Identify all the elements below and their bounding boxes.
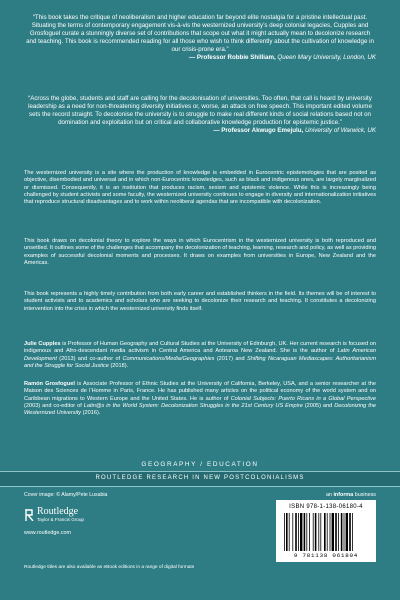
barcode-bar — [300, 513, 302, 551]
book-title: Communications/Media/Geographies — [122, 355, 215, 362]
publisher-logo-text — [37, 506, 84, 523]
endorsement-attribution — [24, 54, 376, 62]
ebook-notice: Routledge titles are also available as eBook editions in a range of digital formats — [24, 565, 195, 570]
bio-text: (2016). — [81, 410, 101, 417]
barcode-bar — [341, 513, 343, 551]
barcode-bar — [298, 513, 299, 551]
barcode-bar — [304, 513, 306, 551]
publisher-logo — [24, 503, 84, 525]
barcode-bar — [315, 513, 317, 551]
barcode-bar — [338, 513, 339, 551]
description-paragraph-1: The westernized university is a site where the production of knowledge is embedded in Eurocentric epistemologies that are posited as objective, disembodied and universal and in which non-Eurocentric knowledges, such as black and indigenous ones, are largely marginalized or dismissed. Consequently, it is an institution that produces racism, sexism and epistemic violence. While this is increasingly being challenged by student activists and some faculty, the westernized university continues to engage in diversity and internationalization initiatives that reproduce structural disadvantages and to work within neoliberal agendas that are incompatible with decolonization. — [24, 170, 376, 206]
tagline-brand: informa — [333, 492, 354, 498]
isbn-barcode — [276, 500, 376, 562]
bio-text: (2013) and co-author of — [56, 355, 123, 362]
endorser-affiliation: Queen Mary University, London, UK — [277, 54, 376, 62]
barcode-bar — [344, 513, 345, 551]
barcode-bar — [332, 513, 334, 551]
description-paragraph-3: This book represents a highly timely contribution from both early career and established thinkers in the field. Its themes will be of interest to student activists and to academics and scholars who are seeking to decolonize their research and teaching. It constitutes a decolonizing intervention into the crisis in which the westernized university finds itself. — [24, 291, 376, 312]
endorser-affiliation: University of Warwick, UK — [304, 127, 376, 135]
endorsement-2 — [24, 95, 376, 135]
barcode-bar — [284, 513, 285, 551]
endorsement-text: “This book takes the critique of neoliberalism and higher education far beyond elite nostalgia for a pristine intellectual past. Situating the terms of contemporary engagement vis-à-vis the westernized university’s deep colonial legacies, Cupples and Grosfoguel curate a stunningly diverse set of contributions that scope out what it might actually mean to decolonize research and teaching. This book is recommended reading for all those who wish to think differently about the cultivation of knowledge in our crisis-prone era.” — [26, 14, 374, 54]
publisher-website: www.routledge.com — [24, 530, 72, 536]
author-name: Ramón Grosfoguel — [24, 381, 75, 387]
barcode-bar — [349, 513, 351, 551]
author-bio-cupples — [24, 341, 376, 370]
barcode-bar — [327, 513, 328, 551]
barcode-bar — [306, 513, 307, 551]
book-title: Latin@s in the World System: Decolonization Struggles in the 21st Century US Empire — [83, 402, 303, 409]
series-title: ROUTLEDGE RESEARCH IN NEW POSTCOLONIALISMS — [95, 475, 305, 481]
publisher-group: Taylor & Francis Group — [37, 516, 84, 522]
tagline-prefix: an — [325, 492, 334, 498]
book-title: Decolonizing the Westernized University — [24, 402, 376, 417]
bio-text: (2003) and co-editor of — [24, 402, 84, 409]
book-title: Latin American Development — [24, 348, 377, 362]
tagline-suffix: business — [353, 492, 376, 498]
endorsement-1 — [24, 14, 376, 63]
subject-category: GEOGRAPHY / EDUCATION — [141, 461, 259, 468]
barcode-bar — [330, 513, 331, 551]
barcode-icon — [284, 513, 368, 551]
barcode-bar — [295, 513, 297, 551]
barcode-bar — [346, 513, 348, 551]
barcode-bar — [335, 513, 337, 551]
informa-tagline — [326, 492, 376, 498]
barcode-bar — [352, 513, 353, 551]
endorsement-text: “Across the globe, students and staff are calling for the decolonisation of universities. Too often, that call is heard by university leadership as a need for non-threatening diversity initiatives or, worse, an attack on free speech. This important edited volume sets the record straight. To decolonise the university is to struggle to make real different kinds of social relations based not on domination and exploitation but on critical and collaborative knowledge production for epistemic justice.” — [28, 95, 372, 127]
routledge-logo-icon — [24, 508, 34, 520]
barcode-bar — [313, 513, 314, 551]
bio-text: is Associate Professor of Ethnic Studies at the University of California, Berkeley, USA, and a senior researcher at the Maison des Sciences de l’Homme in Paris, France. He has published many articles on the political economy of the world system and on Caribbean migrations to Western Europe and the United States. He is author of — [24, 381, 376, 402]
barcode-bar — [292, 513, 293, 551]
description-paragraph-2: This book draws on decolonial theory to explore the ways in which Eurocentrism in the westernized university is both reproduced and unsettled. It outlines some of the challenges that accompany the decolonization of teaching, learning, research and policy, as well as providing examples of successful decolonial moments and processes. It draws on examples from universities in Europe, New Zealand and the Americas. — [24, 238, 376, 266]
endorsement-attribution — [24, 127, 376, 135]
book-title: Colonial Subjects: Puerto Ricans in a Global Perspective — [230, 395, 376, 402]
publisher-name: Routledge — [37, 505, 79, 517]
bio-text: (2018). — [108, 362, 129, 369]
bio-text: (2005) and — [302, 402, 335, 409]
author-bio-grosfoguel — [24, 381, 376, 417]
book-title: Shifting Nicaraguan Mediascapes: Authoritarianism and the Struggle for Social Justice — [24, 355, 376, 369]
bio-text: is Professor of Human Geography and Cultural Studies at the University of Edinburgh, UK. Her current research is focused on indigenous and Afro-descendant media activism in Central America and Aotearoa New Zealand. She is the author of — [24, 341, 377, 355]
barcode-bar — [320, 513, 321, 551]
barcode-number: 9 781138 061804 — [293, 552, 359, 559]
barcode-bar — [286, 513, 288, 551]
barcode-bar — [324, 513, 326, 551]
author-name: Julie Cupples — [24, 341, 61, 347]
barcode-bar — [318, 513, 319, 551]
barcode-bar — [289, 513, 290, 551]
cover-image-credit: Cover image: © Alamy/Pete Lusabia — [24, 492, 108, 498]
bio-text: (2017) and — [214, 355, 247, 362]
endorser-name: — Professor Akwugo Emejulu, — [213, 127, 304, 135]
isbn-label: ISBN 978-1-138-06180-4 — [289, 504, 363, 510]
endorser-name: — Professor Robbie Shilliam, — [189, 54, 276, 62]
barcode-bar — [309, 513, 310, 551]
